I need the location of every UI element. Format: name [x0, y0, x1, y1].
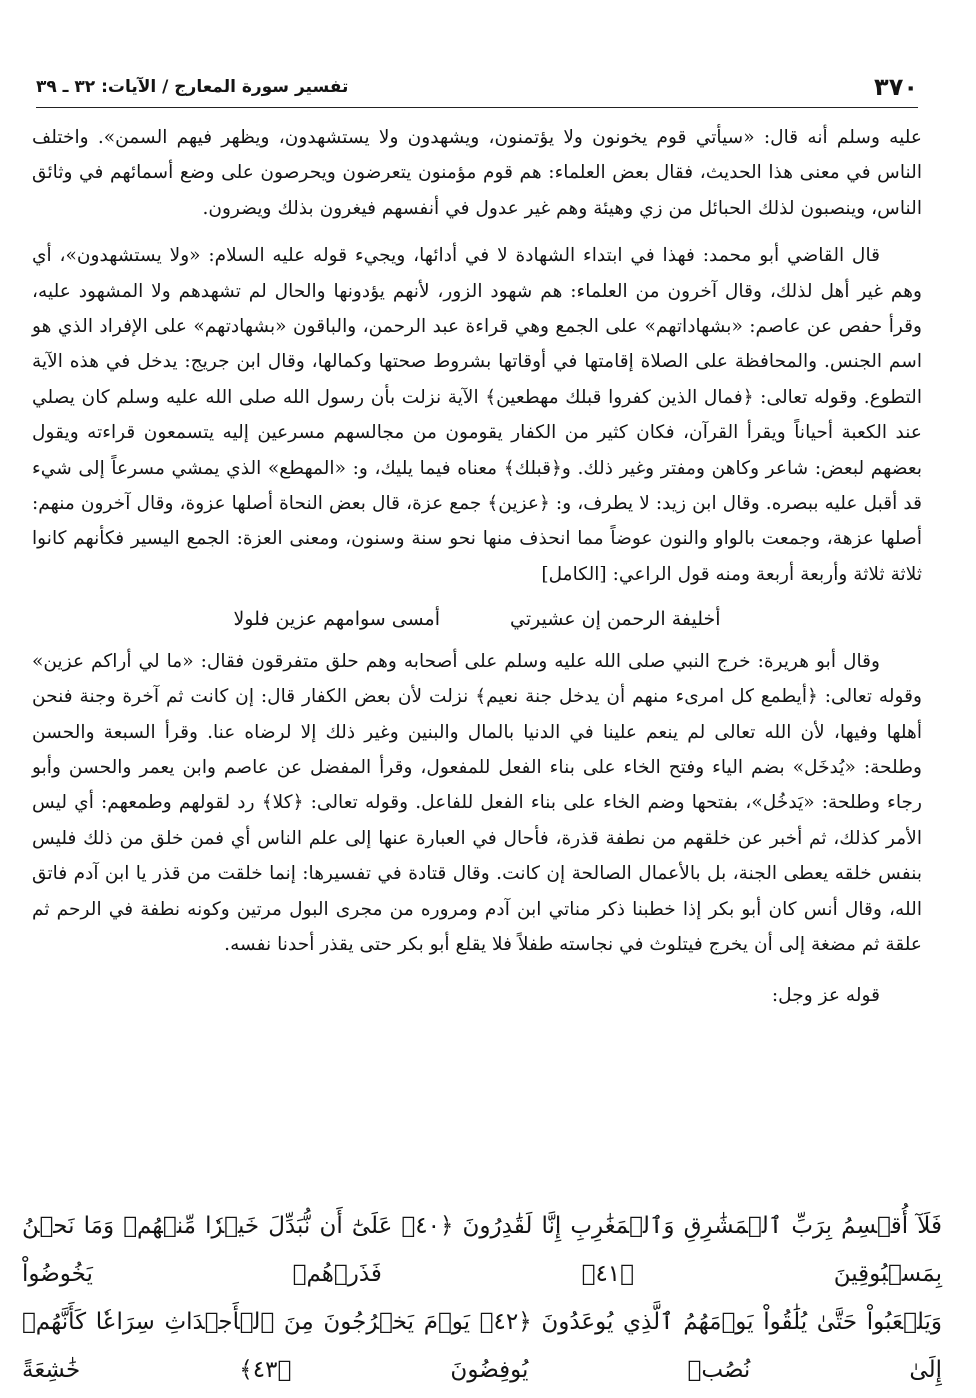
- paragraph-1: عليه وسلم أنه قال: «سيأتي قوم يخونون ولا يؤتمنون، ويشهدون ولا يستشهدون، ويظهر فيهم السمن». واختلف الناس في معنى هذا الحديث، فقال بعض العلماء: هم قوم مؤمنون يتعرضون ويحرصون على وضع أسمائهم في وثائق الناس، وينصبون لذلك الحبائل من زي وهيئة وهم غير عدول في أنفسهم فيغرون بذلك ويضرون.: [32, 127, 922, 219]
- poem-hemistich-first: أخليفة الرحمن إن عشيرتي: [510, 608, 721, 631]
- poem-hemistich-second: أمسى سوامهم عزين فلولا: [233, 608, 440, 631]
- paragraph-2: قال القاضي أبو محمد: فهذا في ابتداء الشهادة لا في أدائها، ويجيء قوله عليه السلام: «ولا يستشهدون»، أي وهم غير أهل لذلك، وقال آخرون من العلماء: هم شهود الزور، لأنهم يؤدونها والحال لم تشهدهم ولا المشهود عليه، وقرأ حفص عن عاصم: «بشهاداتهم» على الجمع وهي قراءة عبد الرحمن، والباقون «بشهادتهم» على الإفراد الذي هو اسم الجنس. والمحافظة على الصلاة إقامتها في أوقاتها بشروط صحتها وكمالها، وقال ابن جريج: يدخل في هذه الآية التطوع. وقوله تعالى: ﴿فمال الذين كفروا قبلك مهطعين﴾ الآية نزلت بأن رسول الله صلى الله عليه وسلم كان يصلي عند الكعبة أحياناً ويقرأ القرآن، فكان كثير من الكفار يقومون من مجالسهم مسرعين إليه يتسمعون قراءته ويقول بعضهم لبعض: شاعر وكاهن ومفتر وغير ذلك. و﴿قبلك﴾ معناه فيما يليك، و: «المهطع» الذي يمشي مسرعاً إلى شيء قد أقبل عليه ببصره. وقال ابن زيد: لا يطرف، و: ﴿عزين﴾ جمع عزة، قال بعض النحاة أصلها عزوة، وقال آخرون منهم: أصلها عزهة، وجمعت بالواو والنون عوضاً مما انحذف منها نحو سنة وسنون، ومعنى العزة: الجمع اليسير فكأنهم كانوا ثلاثة ثلاثة وأربعة أربعة ومنه قول الراعي: [الكامل]: [32, 245, 922, 585]
- paragraph-3: وقال أبو هريرة: خرج النبي صلى الله عليه وسلم على أصحابه وهم حلق متفرقون فقال: «ما لي أراكم عزين» وقوله تعالى: ﴿أيطمع كل امرىء منهم أن يدخل جنة نعيم﴾ نزلت لأن بعض الكفار قال: إن كانت ثم آخرة وجنة فنحن أهلها وفيها، لأن الله تعالى لم ينعم علينا في الدنيا بالمال والبنين وغير ذلك إلا لرضاه عنا. وقرأ السبعة والحسن وطلحة: «يُدخَل» بضم الياء وفتح الخاء على بناء الفعل للمفعول، وقرأ المفضل عن عاصم وابن يعمر والحسن وأبو رجاء وطلحة: «يَدخُل»، بفتحها وضم الخاء على بناء الفعل للفاعل. وقوله تعالى: ﴿كلا﴾ رد لقولهم وطمعهم: أي ليس الأمر كذلك، ثم أخبر عن خلقهم من نطفة قذرة، فأحال في العبارة عنها إلى علم الناس أي فمن خلق من ذلك فليس بنفس خلقه يعطى الجنة، بل بالأعمال الصالحة إن كانت. وقال قتادة في تفسيرها: إنما خلقت من قذر يا ابن آدم فاتق الله، وقال أنس كان أبو بكر إذا خطبنا ذكر مناتي ابن آدم ومروره من مجرى البول مرتين وكونه نطفة في الرحم ثم علقة ثم مضغة إلى أن يخرج فيتلوث في نجاسته طفلاً فلا يقلع أبو بكر حتى يقذر أحدنا نفسه.: [32, 650, 922, 955]
- poem-verse: [32, 602, 922, 637]
- quran-verses: [22, 1202, 942, 1394]
- commentary-text: [32, 120, 922, 1014]
- verse-lead-in: قوله عز وجل:: [771, 985, 880, 1007]
- running-title: تفسير سورة المعارج / الآيات: ٣٢ ـ ٣٩: [36, 77, 349, 97]
- page-header: [36, 70, 918, 104]
- quran-line-1: فَلَآ أُقۡسِمُ بِرَبِّ ٱلۡمَشَٰرِقِ وَٱلۡمَغَٰرِبِ إِنَّا لَقَٰدِرُونَ ﴿٤٠﴾ عَلَىٰٓ أَن نُّبَدِّلَ خَيۡرٗا مِّنۡهُمۡ وَمَا نَحۡنُ بِمَسۡبُوقِينَ ﴿٤١﴾ فَذَرۡهُمۡ يَخُوضُواْ: [22, 1213, 942, 1287]
- page-number: ٣٧٠: [874, 73, 918, 101]
- quran-line-2: وَيَلۡعَبُواْ حَتَّىٰ يُلَٰقُواْ يَوۡمَهُمُ ٱلَّذِي يُوعَدُونَ ﴿٤٢﴾ يَوۡمَ يَخۡرُجُونَ مِنَ ٱلۡأَجۡدَاثِ سِرَاعٗا كَأَنَّهُمۡ إِلَىٰ نُصُبٖ يُوفِضُونَ ﴿٤٣﴾ خَٰشِعَةً: [22, 1309, 942, 1383]
- header-divider: [36, 107, 918, 108]
